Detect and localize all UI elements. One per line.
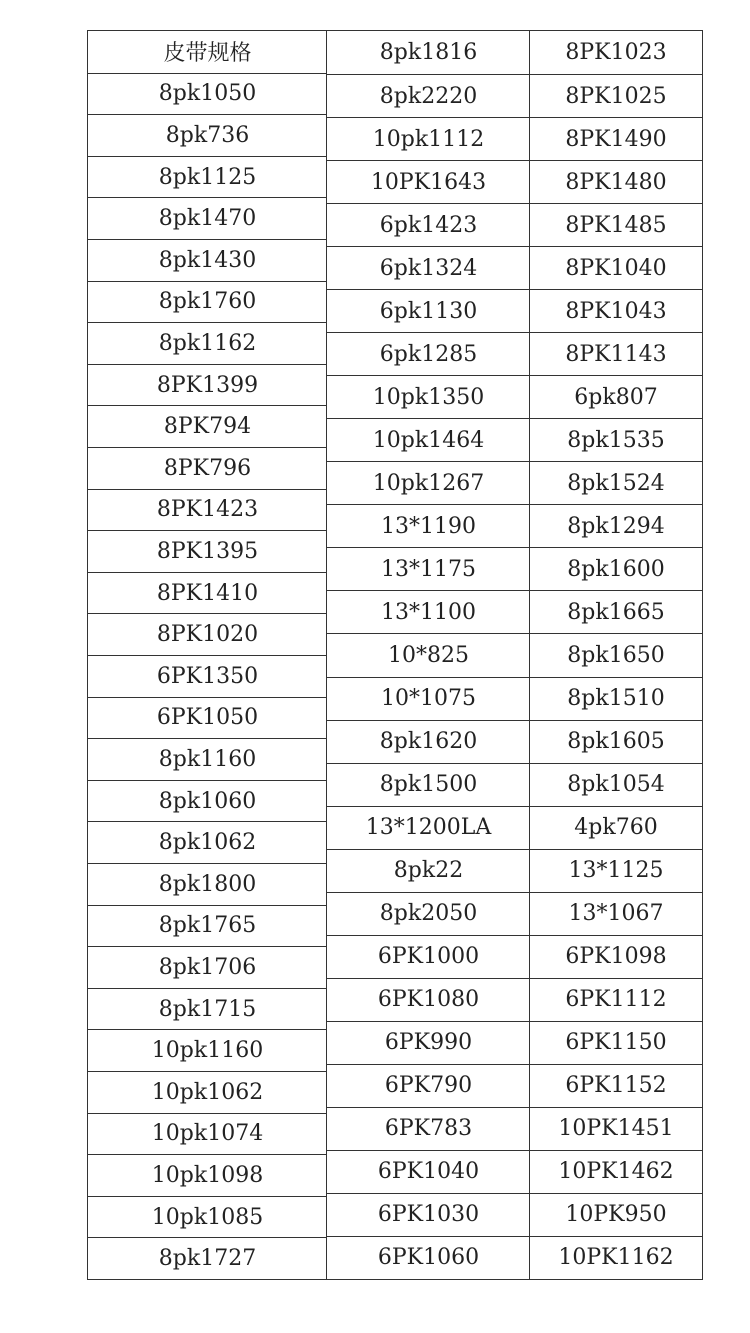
table-cell: 6PK1000	[327, 935, 530, 978]
table-cell: 8PK1399	[88, 364, 327, 406]
table-cell: 8pk1050	[88, 73, 327, 115]
table-cell: 6pk1285	[327, 332, 530, 375]
table-cell: 8PK1023	[565, 40, 667, 66]
table-cell: 8pk2050	[327, 892, 530, 935]
table-cell: 10pk1267	[327, 461, 530, 504]
table-cell: 8PK1143	[530, 332, 702, 375]
table-cell: 13*1125	[530, 849, 702, 892]
table-header-cell: 皮带规格	[163, 41, 252, 67]
table-cell: 10*1075	[327, 677, 530, 720]
table-cell: 8PK1480	[530, 160, 702, 203]
table-cell: 8PK794	[88, 405, 327, 447]
table-cell: 10pk1464	[327, 418, 530, 461]
table-cell: 8PK1490	[530, 117, 702, 160]
table-cell: 8PK1485	[530, 203, 702, 246]
table-cell: 8pk1600	[530, 547, 702, 590]
table-cell: 10pk1160	[88, 1029, 327, 1071]
table-cell: 8pk1706	[88, 946, 327, 988]
table-cell: 13*1190	[327, 504, 530, 547]
table-cell: 6pk1324	[327, 246, 530, 289]
table-cell: 10pk1074	[88, 1113, 327, 1155]
table-cell: 8pk1535	[530, 418, 702, 461]
table-cell: 6PK1080	[327, 978, 530, 1021]
table-cell: 8pk1765	[88, 905, 327, 947]
table-cell: 8pk1620	[327, 720, 530, 763]
table-cell: 6PK1112	[530, 978, 702, 1021]
table-cell: 8pk1500	[327, 763, 530, 806]
table-cell: 8pk1294	[530, 504, 702, 547]
table-cell: 6PK1040	[327, 1150, 530, 1193]
table-cell: 10PK1643	[327, 160, 530, 203]
table-cell: 13*1200LA	[327, 806, 530, 849]
table-cell: 10pk1062	[88, 1071, 327, 1113]
table-cell: 8pk1727	[88, 1237, 327, 1279]
table-cell: 10pk1112	[327, 117, 530, 160]
table-cell: 10PK950	[530, 1193, 702, 1236]
table-cell: 6PK1030	[327, 1193, 530, 1236]
table-cell: 6pk1423	[327, 203, 530, 246]
table-cell: 13*1175	[327, 547, 530, 590]
table-cell: 10PK1451	[530, 1107, 702, 1150]
table-cell: 6PK790	[327, 1064, 530, 1107]
table-cell: 8pk1470	[88, 197, 327, 239]
table-cell: 8pk1054	[530, 763, 702, 806]
table-cell: 8pk1800	[88, 863, 327, 905]
table-cell: 8pk1715	[88, 988, 327, 1030]
table-column-1	[87, 30, 327, 1280]
table-cell: 8PK1395	[88, 530, 327, 572]
table-cell: 8pk1162	[88, 322, 327, 364]
table-cell: 6PK1152	[530, 1064, 702, 1107]
table-cell: 8PK1020	[88, 613, 327, 655]
table-cell: 8pk1605	[530, 720, 702, 763]
table-cell: 8PK1040	[530, 246, 702, 289]
table-cell: 13*1100	[327, 590, 530, 633]
table-cell: 6pk807	[530, 375, 702, 418]
table-cell: 8pk1430	[88, 239, 327, 281]
table-cell: 6PK990	[327, 1021, 530, 1064]
table-cell: 6PK1060	[327, 1236, 530, 1279]
table-cell: 4pk760	[530, 806, 702, 849]
table-cell: 6PK1050	[88, 697, 327, 739]
table-cell: 10pk1085	[88, 1196, 327, 1238]
table-cell: 8pk1125	[88, 156, 327, 198]
table-cell: 8pk1524	[530, 461, 702, 504]
table-cell: 6PK783	[327, 1107, 530, 1150]
table-cell: 8pk1160	[88, 738, 327, 780]
table-cell: 8pk22	[327, 849, 530, 892]
table-cell: 8pk1816	[379, 40, 478, 66]
table-cell: 8PK796	[88, 447, 327, 489]
table-cell: 8PK1423	[88, 489, 327, 531]
table-cell: 8PK1043	[530, 289, 702, 332]
table-cell: 6PK1150	[530, 1021, 702, 1064]
table-cell: 8PK1025	[530, 74, 702, 117]
table-cell: 6pk1130	[327, 289, 530, 332]
table-cell: 6PK1350	[88, 655, 327, 697]
table-cell: 10PK1162	[530, 1236, 702, 1279]
table-cell: 8pk2220	[327, 74, 530, 117]
table-cell: 10*825	[327, 633, 530, 676]
table-column-2	[326, 30, 530, 1280]
table-cell: 10pk1350	[327, 375, 530, 418]
table-cell: 10PK1462	[530, 1150, 702, 1193]
table-cell: 8PK1410	[88, 572, 327, 614]
table-cell: 8pk1760	[88, 281, 327, 323]
table-cell: 10pk1098	[88, 1154, 327, 1196]
table-cell: 13*1067	[530, 892, 702, 935]
table-column-3	[529, 30, 703, 1280]
table-cell: 6PK1098	[530, 935, 702, 978]
table-cell: 8pk1650	[530, 633, 702, 676]
table-cell: 8pk1665	[530, 590, 702, 633]
table-cell: 8pk1062	[88, 821, 327, 863]
table-cell: 8pk1060	[88, 780, 327, 822]
table-cell: 8pk1510	[530, 677, 702, 720]
table-cell: 8pk736	[88, 114, 327, 156]
